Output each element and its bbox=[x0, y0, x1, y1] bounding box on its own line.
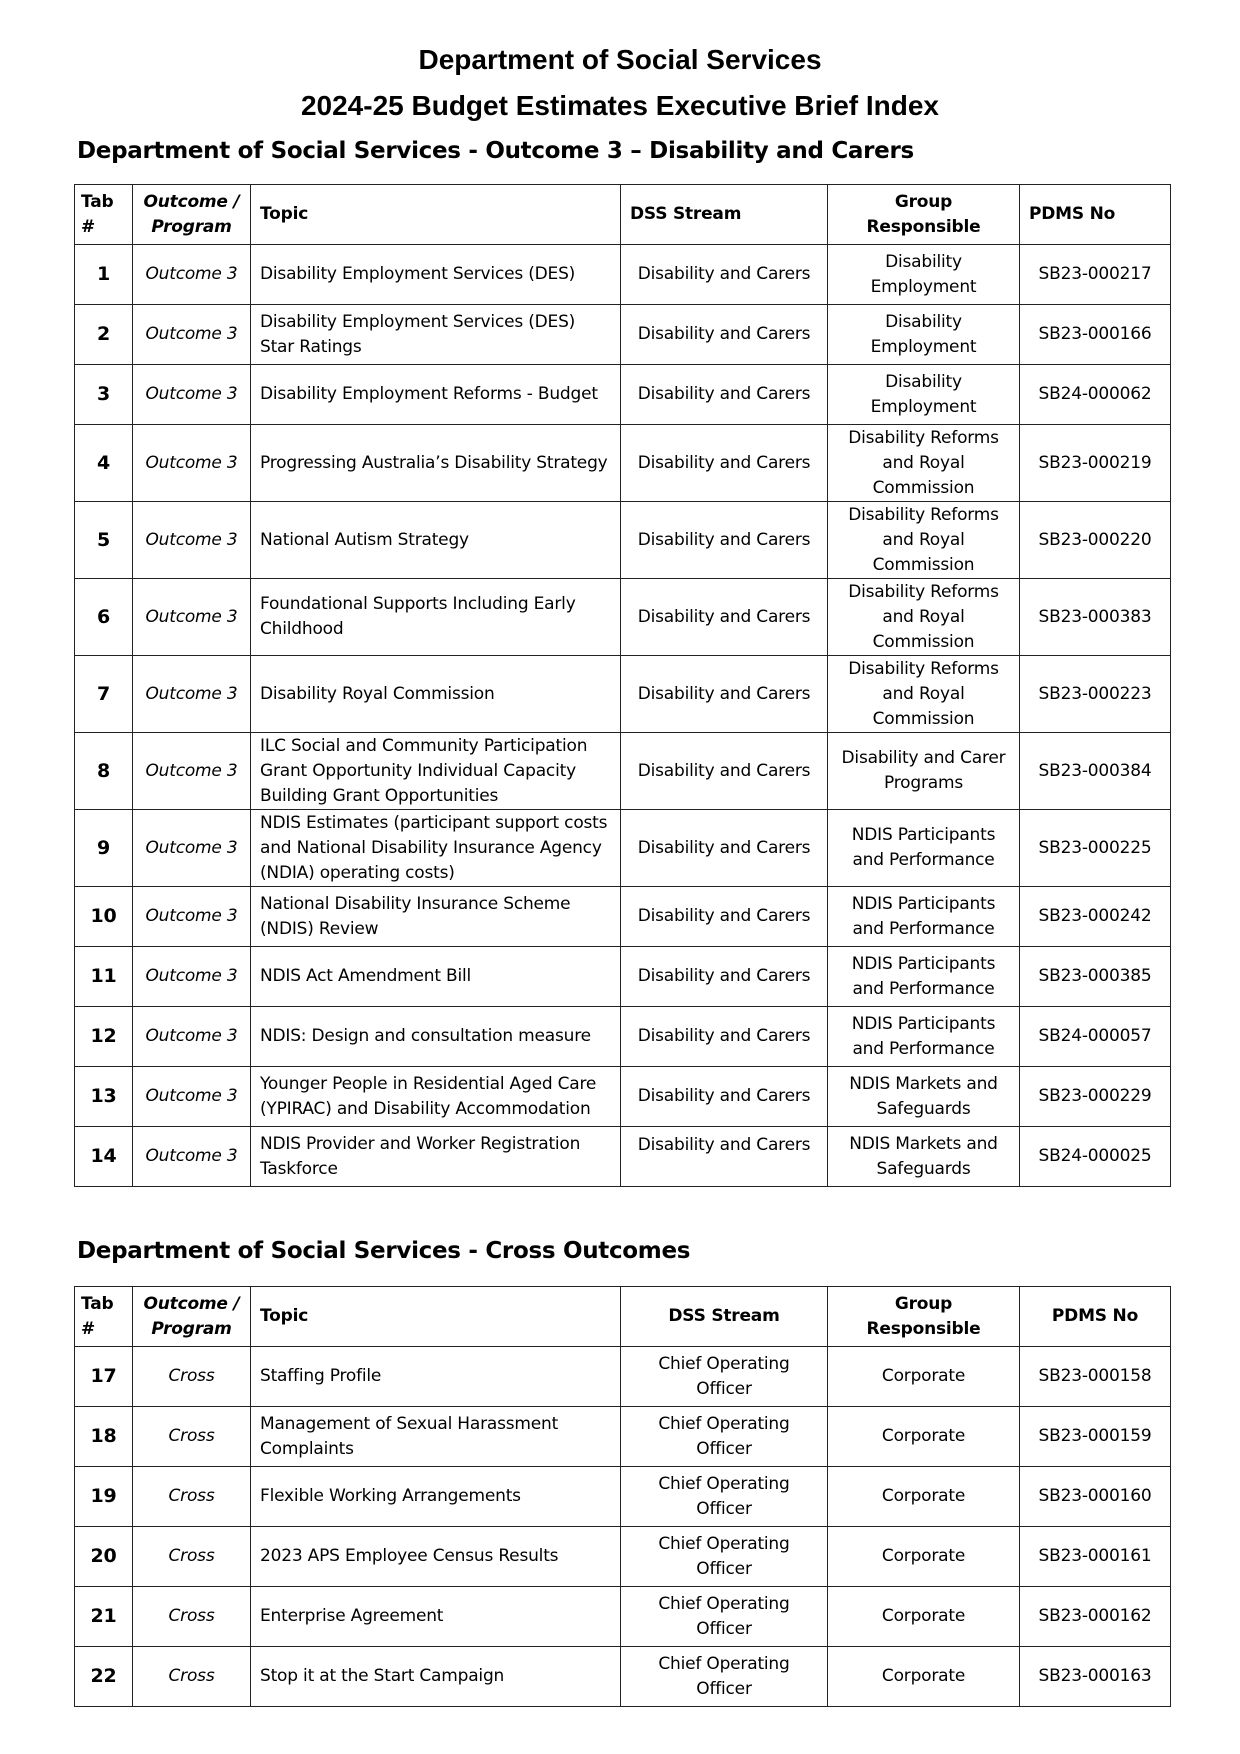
program-cell: Outcome 3 bbox=[133, 305, 251, 365]
document-title: Department of Social Services bbox=[418, 44, 822, 75]
stream-cell: Disability and Carers bbox=[621, 305, 828, 365]
program-cell: Outcome 3 bbox=[133, 1007, 251, 1067]
group-cell: Corporate bbox=[828, 1587, 1020, 1647]
pdms-number-cell: SB23-000219 bbox=[1020, 425, 1171, 502]
stream-cell: Disability and Carers bbox=[621, 656, 828, 733]
table-row bbox=[75, 579, 1171, 656]
table-row bbox=[75, 1067, 1171, 1127]
tab-number-cell: 19 bbox=[75, 1467, 133, 1527]
pdms-number-cell: SB23-000385 bbox=[1020, 947, 1171, 1007]
group-cell: NDIS Participants and Performance bbox=[828, 887, 1020, 947]
pdms-number-cell: SB23-000384 bbox=[1020, 733, 1171, 810]
section-heading-cross-outcomes: Department of Social Services - Cross Outcomes bbox=[77, 1238, 691, 1264]
table-row bbox=[75, 502, 1171, 579]
pdms-number-cell: SB23-000217 bbox=[1020, 245, 1171, 305]
stream-cell: Disability and Carers bbox=[621, 810, 828, 887]
pdms-number-cell: SB23-000159 bbox=[1020, 1407, 1171, 1467]
tab-number-cell: 4 bbox=[75, 425, 133, 502]
stream-cell: Chief Operating Officer bbox=[621, 1587, 828, 1647]
pdms-number-cell: SB23-000220 bbox=[1020, 502, 1171, 579]
tab-number-cell: 3 bbox=[75, 365, 133, 425]
column-header-stream: DSS Stream bbox=[621, 185, 828, 245]
program-cell: Outcome 3 bbox=[133, 245, 251, 305]
pdms-number-cell: SB23-000161 bbox=[1020, 1527, 1171, 1587]
topic-cell: Disability Royal Commission bbox=[251, 656, 621, 733]
pdms-number-cell: SB23-000223 bbox=[1020, 656, 1171, 733]
group-cell: Disability Employment bbox=[828, 245, 1020, 305]
program-cell: Cross bbox=[133, 1467, 251, 1527]
group-cell: Corporate bbox=[828, 1647, 1020, 1707]
stream-cell: Disability and Carers bbox=[621, 245, 828, 305]
topic-cell: NDIS: Design and consultation measure bbox=[251, 1007, 621, 1067]
stream-cell: Disability and Carers bbox=[621, 733, 828, 810]
program-cell: Cross bbox=[133, 1587, 251, 1647]
topic-cell: Disability Employment Reforms - Budget bbox=[251, 365, 621, 425]
pdms-number-cell: SB23-000225 bbox=[1020, 810, 1171, 887]
topic-cell: Stop it at the Start Campaign bbox=[251, 1647, 621, 1707]
program-cell: Outcome 3 bbox=[133, 733, 251, 810]
column-header-tab: Tab # bbox=[75, 185, 133, 245]
column-header-group: Group Responsible bbox=[828, 1287, 1020, 1347]
program-cell: Cross bbox=[133, 1527, 251, 1587]
stream-cell: Disability and Carers bbox=[621, 1007, 828, 1067]
table-row bbox=[75, 1587, 1171, 1647]
table-row bbox=[75, 887, 1171, 947]
column-header-tab: Tab # bbox=[75, 1287, 133, 1347]
table-row bbox=[75, 1647, 1171, 1707]
program-cell: Outcome 3 bbox=[133, 947, 251, 1007]
document-subtitle: 2024-25 Budget Estimates Executive Brief Index bbox=[300, 90, 940, 121]
pdms-number-cell: SB23-000383 bbox=[1020, 579, 1171, 656]
tab-number-cell: 5 bbox=[75, 502, 133, 579]
group-cell: Disability Reforms and Royal Commission bbox=[828, 656, 1020, 733]
group-cell: NDIS Markets and Safeguards bbox=[828, 1127, 1020, 1187]
table-row bbox=[75, 425, 1171, 502]
topic-cell: Progressing Australia’s Disability Strategy bbox=[251, 425, 621, 502]
pdms-number-cell: SB23-000242 bbox=[1020, 887, 1171, 947]
program-cell: Outcome 3 bbox=[133, 365, 251, 425]
topic-cell: ILC Social and Community Participation Grant Opportunity Individual Capacity Building Grant Opportunities bbox=[251, 733, 621, 810]
table-row bbox=[75, 365, 1171, 425]
pdms-number-cell: SB23-000163 bbox=[1020, 1647, 1171, 1707]
tab-number-cell: 14 bbox=[75, 1127, 133, 1187]
table-row bbox=[75, 947, 1171, 1007]
group-cell: Corporate bbox=[828, 1347, 1020, 1407]
table-row bbox=[75, 1347, 1171, 1407]
cross-outcomes-brief-table bbox=[74, 1286, 1171, 1707]
column-header-topic: Topic bbox=[251, 185, 621, 245]
pdms-number-cell: SB23-000229 bbox=[1020, 1067, 1171, 1127]
group-cell: NDIS Participants and Performance bbox=[828, 947, 1020, 1007]
stream-cell: Disability and Carers bbox=[621, 365, 828, 425]
stream-cell: Disability and Carers bbox=[621, 1067, 828, 1127]
topic-cell: NDIS Act Amendment Bill bbox=[251, 947, 621, 1007]
tab-number-cell: 10 bbox=[75, 887, 133, 947]
group-cell: NDIS Markets and Safeguards bbox=[828, 1067, 1020, 1127]
column-header-group: Group Responsible bbox=[828, 185, 1020, 245]
tab-number-cell: 1 bbox=[75, 245, 133, 305]
topic-cell: Foundational Supports Including Early Childhood bbox=[251, 579, 621, 656]
tab-number-cell: 12 bbox=[75, 1007, 133, 1067]
group-cell: Corporate bbox=[828, 1527, 1020, 1587]
group-cell: Corporate bbox=[828, 1407, 1020, 1467]
table-row bbox=[75, 305, 1171, 365]
program-cell: Outcome 3 bbox=[133, 425, 251, 502]
topic-cell: National Disability Insurance Scheme (NDIS) Review bbox=[251, 887, 621, 947]
topic-cell: NDIS Provider and Worker Registration Taskforce bbox=[251, 1127, 621, 1187]
pdms-number-cell: SB23-000162 bbox=[1020, 1587, 1171, 1647]
stream-cell: Disability and Carers bbox=[621, 425, 828, 502]
program-cell: Cross bbox=[133, 1647, 251, 1707]
group-cell: NDIS Participants and Performance bbox=[828, 1007, 1020, 1067]
table-row bbox=[75, 1527, 1171, 1587]
tab-number-cell: 13 bbox=[75, 1067, 133, 1127]
topic-cell: Staffing Profile bbox=[251, 1347, 621, 1407]
group-cell: Disability Reforms and Royal Commission bbox=[828, 425, 1020, 502]
table-row bbox=[75, 656, 1171, 733]
stream-cell: Chief Operating Officer bbox=[621, 1407, 828, 1467]
tab-number-cell: 9 bbox=[75, 810, 133, 887]
program-cell: Cross bbox=[133, 1347, 251, 1407]
topic-cell: 2023 APS Employee Census Results bbox=[251, 1527, 621, 1587]
stream-cell: Disability and Carers bbox=[621, 1127, 828, 1187]
table-header-row bbox=[75, 1287, 1171, 1347]
group-cell: Corporate bbox=[828, 1467, 1020, 1527]
pdms-number-cell: SB24-000057 bbox=[1020, 1007, 1171, 1067]
program-cell: Cross bbox=[133, 1407, 251, 1467]
column-header-stream: DSS Stream bbox=[621, 1287, 828, 1347]
table-row bbox=[75, 810, 1171, 887]
group-cell: Disability Reforms and Royal Commission bbox=[828, 579, 1020, 656]
tab-number-cell: 18 bbox=[75, 1407, 133, 1467]
table-row bbox=[75, 245, 1171, 305]
table-row bbox=[75, 1127, 1171, 1187]
stream-cell: Chief Operating Officer bbox=[621, 1527, 828, 1587]
table-row bbox=[75, 1467, 1171, 1527]
stream-cell: Disability and Carers bbox=[621, 579, 828, 656]
stream-cell: Chief Operating Officer bbox=[621, 1347, 828, 1407]
column-header-pdms: PDMS No bbox=[1020, 1287, 1171, 1347]
tab-number-cell: 20 bbox=[75, 1527, 133, 1587]
table-row bbox=[75, 1407, 1171, 1467]
stream-cell: Chief Operating Officer bbox=[621, 1647, 828, 1707]
topic-cell: NDIS Estimates (participant support costs and National Disability Insurance Agency (NDIA) operating costs) bbox=[251, 810, 621, 887]
group-cell: NDIS Participants and Performance bbox=[828, 810, 1020, 887]
column-header-topic: Topic bbox=[251, 1287, 621, 1347]
column-header-pdms: PDMS No bbox=[1020, 185, 1171, 245]
column-header-program: Outcome / Program bbox=[133, 1287, 251, 1347]
stream-cell: Chief Operating Officer bbox=[621, 1467, 828, 1527]
tab-number-cell: 7 bbox=[75, 656, 133, 733]
outcome-3-brief-table bbox=[74, 184, 1171, 1187]
stream-cell: Disability and Carers bbox=[621, 887, 828, 947]
pdms-number-cell: SB23-000158 bbox=[1020, 1347, 1171, 1407]
topic-cell: Disability Employment Services (DES) bbox=[251, 245, 621, 305]
group-cell: Disability Employment bbox=[828, 365, 1020, 425]
program-cell: Outcome 3 bbox=[133, 810, 251, 887]
pdms-number-cell: SB23-000160 bbox=[1020, 1467, 1171, 1527]
program-cell: Outcome 3 bbox=[133, 1127, 251, 1187]
tab-number-cell: 11 bbox=[75, 947, 133, 1007]
topic-cell: Disability Employment Services (DES) Star Ratings bbox=[251, 305, 621, 365]
topic-cell: National Autism Strategy bbox=[251, 502, 621, 579]
topic-cell: Flexible Working Arrangements bbox=[251, 1467, 621, 1527]
tab-number-cell: 6 bbox=[75, 579, 133, 656]
program-cell: Outcome 3 bbox=[133, 656, 251, 733]
tab-number-cell: 22 bbox=[75, 1647, 133, 1707]
table-header-row bbox=[75, 185, 1171, 245]
pdms-number-cell: SB24-000025 bbox=[1020, 1127, 1171, 1187]
stream-cell: Disability and Carers bbox=[621, 947, 828, 1007]
pdms-number-cell: SB24-000062 bbox=[1020, 365, 1171, 425]
tab-number-cell: 2 bbox=[75, 305, 133, 365]
program-cell: Outcome 3 bbox=[133, 1067, 251, 1127]
section-heading-outcome-3: Department of Social Services - Outcome 3 – Disability and Carers bbox=[77, 138, 914, 164]
program-cell: Outcome 3 bbox=[133, 502, 251, 579]
pdms-number-cell: SB23-000166 bbox=[1020, 305, 1171, 365]
column-header-program: Outcome / Program bbox=[133, 185, 251, 245]
tab-number-cell: 17 bbox=[75, 1347, 133, 1407]
tab-number-cell: 8 bbox=[75, 733, 133, 810]
topic-cell: Management of Sexual Harassment Complaints bbox=[251, 1407, 621, 1467]
stream-cell: Disability and Carers bbox=[621, 502, 828, 579]
group-cell: Disability Employment bbox=[828, 305, 1020, 365]
topic-cell: Enterprise Agreement bbox=[251, 1587, 621, 1647]
table-row bbox=[75, 1007, 1171, 1067]
program-cell: Outcome 3 bbox=[133, 887, 251, 947]
group-cell: Disability and Carer Programs bbox=[828, 733, 1020, 810]
topic-cell: Younger People in Residential Aged Care (YPIRAC) and Disability Accommodation bbox=[251, 1067, 621, 1127]
group-cell: Disability Reforms and Royal Commission bbox=[828, 502, 1020, 579]
table-row bbox=[75, 733, 1171, 810]
tab-number-cell: 21 bbox=[75, 1587, 133, 1647]
program-cell: Outcome 3 bbox=[133, 579, 251, 656]
